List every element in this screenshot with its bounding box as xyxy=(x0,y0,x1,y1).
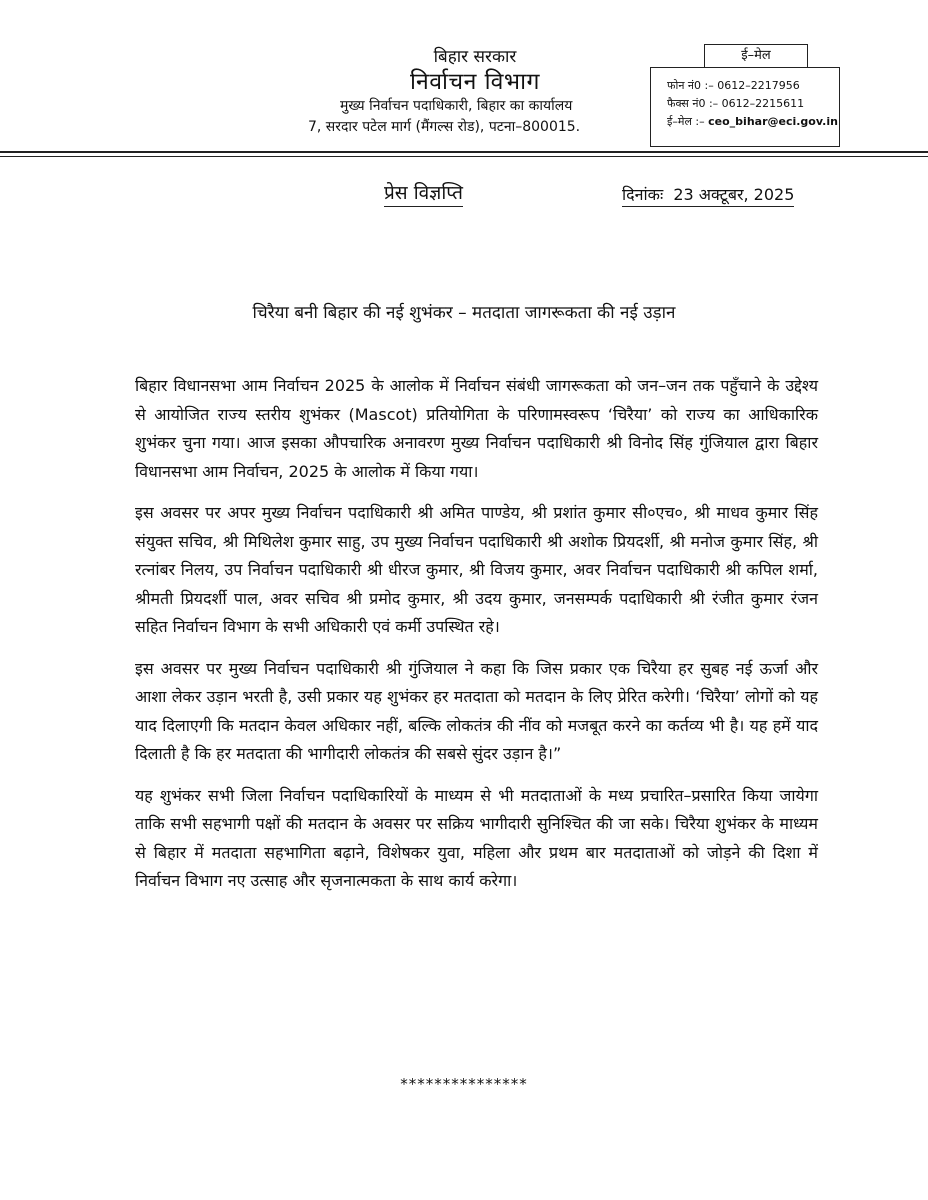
date-label: दिनांकः xyxy=(622,185,664,204)
email-line xyxy=(667,115,838,129)
paragraph-3: इस अवसर पर मुख्य निर्वाचन पदाधिकारी श्री गुंजियाल ने कहा कि जिस प्रकार एक चिरैया हर सुबह नई ऊर्जा और आशा लेकर उड़ान भरती है, उसी प्रकार यह शुभंकर हर मतदाता को मतदान के लिए प्रेरित करेगी। ‘चिरैया’ लोगों को यह याद दिलाएगी कि मतदान केवल अधिकार नहीं, बल्कि लोकतंत्र की नींव को मजबूत करने का कर्तव्य भी है। यह हमें याद दिलाती है कि हर मतदाता की भागीदारी लोकतंत्र की सबसे सुंदर उड़ान है।” xyxy=(135,658,818,763)
office-name: मुख्य निर्वाचन पदाधिकारी, बिहार का कार्यालय xyxy=(340,98,573,114)
email-tab-label: ई–मेल xyxy=(704,44,808,67)
office-address: 7, सरदार पटेल मार्ग (मैंगल्स रोड), पटना–800015. xyxy=(308,119,581,135)
email-label: ई–मेल :– xyxy=(667,115,705,128)
letterhead xyxy=(300,46,650,138)
press-release-title: प्रेस विज्ञप्ति xyxy=(384,179,463,207)
fax-number: 0612–2215611 xyxy=(721,97,805,110)
email-address: ceo_bihar@eci.gov.in xyxy=(708,115,838,128)
paragraph-4: यह शुभंकर सभी जिला निर्वाचन पदाधिकारियों के माध्यम से भी मतदाताओं के मध्य प्रचारित–प्रसारित किया जायेगा ताकि सभी सहभागी पक्षों की मतदान के अवसर पर सक्रिय भागीदारी सुनिश्चित की जा सके। चिरैया शुभंकर के माध्यम से बिहार में मतदाता सहभागिता बढ़ाने, विशेषकर युवा, महिला और प्रथम बार मतदाताओं को जोड़ने की दिशा में निर्वाचन विभाग नए उत्साह और सृजनात्मकता के साथ कार्य करेगा। xyxy=(135,785,818,890)
paragraph-1: बिहार विधानसभा आम निर्वाचन 2025 के आलोक में निर्वाचन संबंधी जागरूकता को जन–जन तक पहुँचाने के उद्देश्य से आयोजित राज्य स्तरीय शुभंकर (Mascot) प्रतियोगिता के परिणामस्वरूप ‘चिरैया’ को राज्य का आधिकारिक शुभंकर चुना गया। आज इसका औपचारिक अनावरण मुख्य निर्वाचन पदाधिकारी श्री विनोद सिंह गुंजियाल द्वारा बिहार विधानसभा आम निर्वाचन, 2025 के आलोक में किया गया। xyxy=(135,376,818,481)
press-release-body xyxy=(135,372,818,909)
header-divider-thin xyxy=(0,156,928,157)
fax-label: फैक्स नं0 :– xyxy=(667,97,719,110)
fax-line xyxy=(667,97,804,111)
release-date xyxy=(622,183,794,207)
department-name: निर्वाचन विभाग xyxy=(410,69,540,95)
headline: चिरैया बनी बिहार की नई शुभंकर – मतदाता जागरूकता की नई उड़ान xyxy=(252,303,676,323)
end-separator: *************** xyxy=(400,1075,528,1093)
phone-line xyxy=(667,79,800,93)
government-name: बिहार सरकार xyxy=(433,47,517,67)
date-value: 23 अक्टूबर, 2025 xyxy=(673,185,795,204)
contact-box xyxy=(650,67,840,147)
header-divider-thick xyxy=(0,151,928,153)
phone-number: 0612–2217956 xyxy=(717,79,800,92)
phone-label: फोन नं0 :– xyxy=(667,79,714,92)
paragraph-2: इस अवसर पर अपर मुख्य निर्वाचन पदाधिकारी श्री अमित पाण्डेय, श्री प्रशांत कुमार सी०एच०, श्री माधव कुमार सिंह संयुक्त सचिव, श्री मिथिलेश कुमार साहु, उप मुख्य निर्वाचन पदाधिकारी श्री अशोक प्रियदर्शी, श्री मनोज कुमार सिंह, श्री रत्नांबर निलय, उप निर्वाचन पदाधिकारी श्री धीरज कुमार, श्री विजय कुमार, अवर निर्वाचन पदाधिकारी श्री कपिल शर्मा, श्रीमती प्रियदर्शी पाल, अवर सचिव श्री प्रमोद कुमार, श्री उदय कुमार, जनसम्पर्क पदाधिकारी श्री रंजीत कुमार रंजन सहित निर्वाचन विभाग के सभी अधिकारी एवं कर्मी उपस्थित रहे। xyxy=(135,503,818,636)
